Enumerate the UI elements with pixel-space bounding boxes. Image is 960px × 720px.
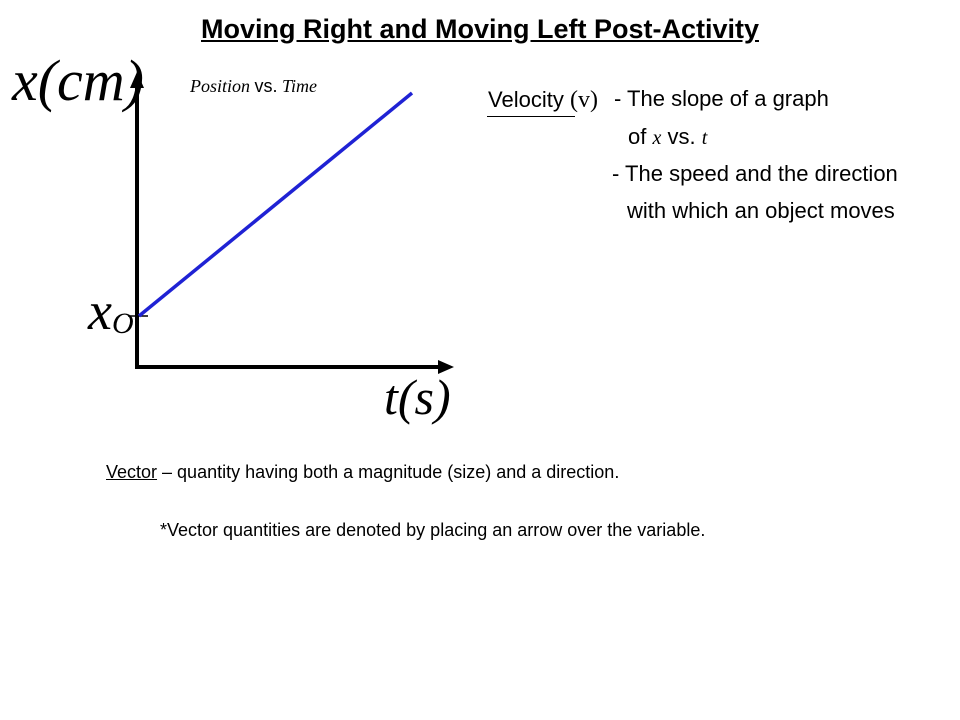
velocity-def-line-3: - The speed and the direction	[612, 161, 898, 186]
position-line	[139, 93, 412, 316]
graph-title	[190, 76, 317, 97]
page-title: Moving Right and Moving Left Post-Activity	[201, 14, 759, 44]
velocity-def-vs: vs.	[667, 124, 696, 149]
graph-title-time: Time	[282, 76, 318, 96]
y-axis-label: x(cm)	[12, 48, 145, 113]
velocity-def-line-1: - The slope of a graph	[614, 86, 829, 111]
velocity-def-line-2	[628, 126, 707, 148]
vector-note: *Vector quantities are denoted by placing an arrow over the variable.	[160, 520, 706, 540]
graph-title-vs: vs.	[254, 76, 278, 96]
vector-definition-text: – quantity having both a magnitude (size) and a direction.	[157, 462, 620, 482]
x-axis-label: t(s)	[384, 369, 451, 425]
intercept-label	[88, 281, 134, 341]
velocity-def-line-4: with which an object moves	[627, 198, 895, 223]
velocity-symbol: (v)	[569, 87, 598, 113]
velocity-def-x: x	[652, 127, 662, 149]
velocity-term	[488, 88, 598, 112]
velocity-def-t: t	[701, 127, 708, 149]
intercept-subscript: O	[111, 307, 134, 340]
intercept-symbol: x	[88, 281, 112, 341]
vector-definition	[106, 462, 619, 483]
graph-title-position: Position	[190, 76, 251, 96]
velocity-word: Velocity	[488, 87, 564, 112]
velocity-underline	[487, 116, 575, 117]
velocity-def-of: of	[628, 124, 647, 149]
vector-term: Vector	[106, 462, 158, 482]
